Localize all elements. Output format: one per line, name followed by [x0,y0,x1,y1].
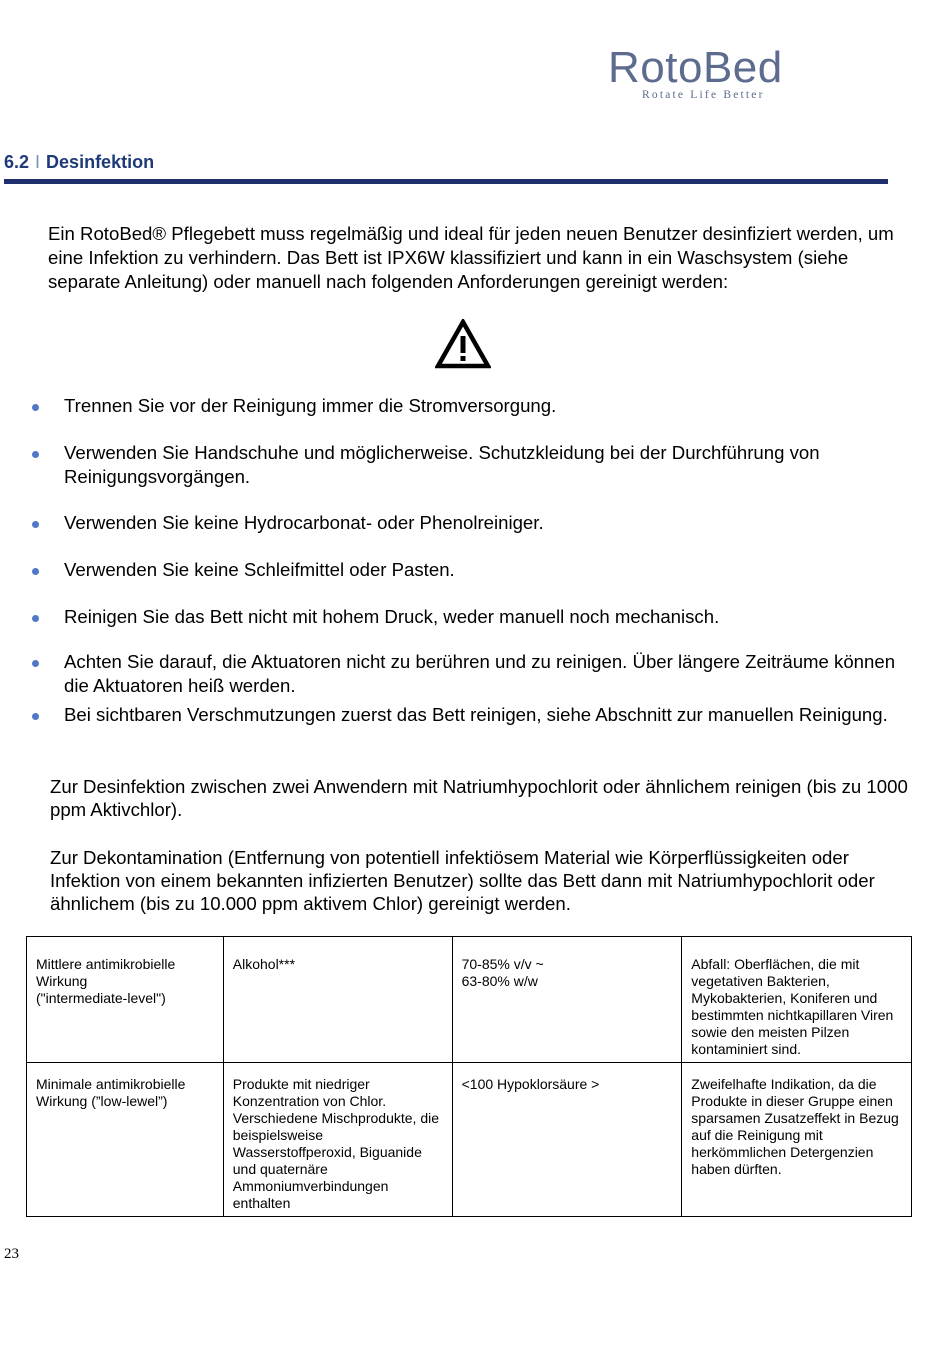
table-row [27,937,912,1063]
intro-paragraph: Ein RotoBed® Pflegebett muss regelmäßig und ideal für jeden neuen Benutzer desinfiziert werden, um eine Infektion zu verhindern. Das Bett ist IPX6W klassifiziert und kann in ein Waschsystem (siehe separate Anleitung) oder manuell nach folgenden Anforderungen gereinigt werden: [48,223,894,292]
table-cell-concentration: 70-85% v/v ~ 63-80% w/w [452,937,682,1063]
bullet-icon [32,521,39,528]
disinfection-paragraph: Zur Desinfektion zwischen zwei Anwendern mit Natriumhypochlorit oder ähnlichem reinigen (bis zu 1000 ppm Aktivchlor). [50,776,908,820]
table-cell-level: Minimale antimikrobielle Wirkung (”low-lewel”) [27,1063,224,1217]
table-cell-note: Zweifelhafte Indikation, da die Produkte in dieser Gruppe einen sparsamen Zusatzeffekt in Bezug auf die Reinigung mit herkömmlichen Detergenzien haben dürften. [682,1063,912,1217]
bullet-icon [32,615,39,622]
bullet-icon [32,404,39,411]
decontamination-paragraph: Zur Dekontamination (Entfernung von potentiell infektiösem Material wie Körperflüssigkeiten oder Infektion von einem bekannten infizierten Benutzer) sollte das Bett dann mit Natriumhypochlorit oder ähnlichem (bis zu 10.000 ppm aktivem Chlor) gereinigt werden. [50,847,875,914]
bullet-icon [32,713,39,720]
table-cell-agent: Alkohol*** [223,937,452,1063]
logo-wordmark: RotoBed [608,43,783,92]
section-title: Desinfektion [46,152,155,172]
list-item: Verwenden Sie keine Hydrocarbonat- oder Phenolreiniger. [64,511,914,535]
warning-triangle-icon [435,319,491,369]
list-item: Reinigen Sie das Bett nicht mit hohem Druck, weder manuell noch mechanisch. [64,605,914,629]
table-cell-agent: Produkte mit niedriger Konzentration von Chlor. Verschiedene Mischprodukte, die beispielsweise Wasserstoffperoxid, Biguanide und quaternäre Ammoniumverbindungen enthalten [223,1063,452,1217]
rotobed-logo [608,44,808,101]
section-number: 6.2 [4,152,30,172]
table-cell-note: Abfall: Oberflächen, die mit vegetativen Bakterien, Mykobakterien, Koniferen und bestimmten nichtkapillaren Viren sowie den meisten Pilzen kontaminiert sind. [682,937,912,1063]
bullet-icon [32,451,39,458]
list-item: Trennen Sie vor der Reinigung immer die Stromversorgung. [64,394,914,418]
antimicrobial-table [26,936,912,1217]
list-item: Achten Sie darauf, die Aktuatoren nicht zu berühren und zu reinigen. Über längere Zeiträume können die Aktuatoren heiß werden. [64,650,914,698]
table-cell-level: Mittlere antimikrobielle Wirkung ("intermediate-level") [27,937,224,1063]
section-separator: I [35,152,41,172]
list-item: Verwenden Sie Handschuhe und möglicherweise. Schutzkleidung bei der Durchführung von Reinigungsvorgängen. [64,441,914,489]
bullet-icon [32,568,39,575]
heading-rule [4,179,888,184]
table-cell-concentration: <100 Hypoklorsäure > [452,1063,682,1217]
list-item: Verwenden Sie keine Schleifmittel oder Pasten. [64,558,914,582]
section-heading [4,152,154,173]
bullet-icon [32,660,39,667]
logo-tagline: Rotate Life Better [642,89,765,101]
list-item: Bei sichtbaren Verschmutzungen zuerst das Bett reinigen, siehe Abschnitt zur manuellen Reinigung. [64,703,914,727]
table-row [27,1063,912,1217]
page-number: 23 [4,1246,19,1262]
